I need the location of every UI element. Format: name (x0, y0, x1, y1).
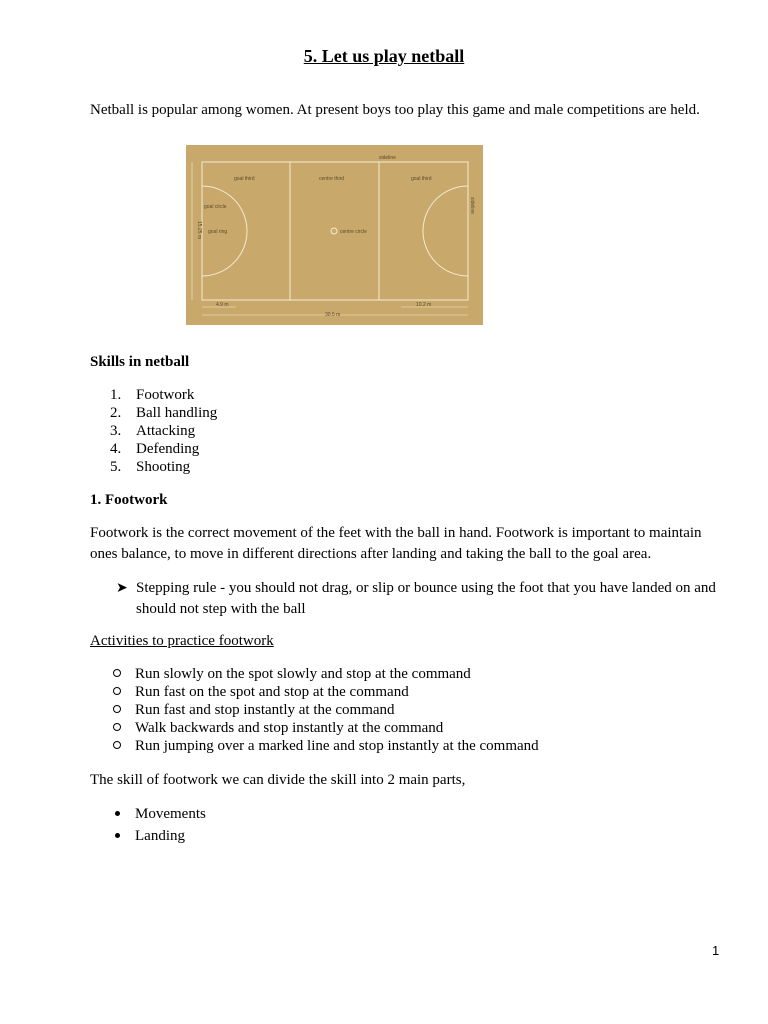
circle-bullet-icon (113, 723, 121, 731)
circle-bullet-icon (113, 669, 121, 677)
footwork-heading: 1. Footwork (90, 492, 168, 508)
circle-bullet-icon (113, 741, 121, 749)
label-left-dim: 4.9 m (216, 302, 229, 308)
page-title: 5. Let us play netball (303, 46, 465, 66)
circle-bullet-icon (113, 687, 121, 695)
label-sideline-top: sideline (379, 155, 396, 161)
parts-list (113, 803, 206, 847)
footwork-paragraph-line2: ones balance, to move in different directions after landing and taking the ball to the goal area. (90, 546, 652, 562)
label-sideline-right: sideline (469, 197, 475, 214)
list-item: Walk backwards and stop instantly at the command (113, 719, 539, 737)
label-right-dim: 10.2 m (416, 302, 432, 308)
activities-heading: Activities to practice footwork (90, 633, 274, 649)
list-item: Landing (113, 825, 206, 847)
label-width-dim: 15.25 m (196, 221, 202, 240)
court-background (186, 145, 483, 325)
footwork-paragraph-line1: Footwork is the correct movement of the feet with the ball in hand. Footwork is important to maintain (90, 525, 702, 541)
activities-list (113, 665, 539, 755)
disc-bullet-icon (115, 811, 120, 816)
skills-list (110, 386, 217, 476)
list-item: 2. Ball handling (110, 405, 218, 421)
label-goal-circle: goal circle (204, 204, 227, 210)
list-item: 4. Defending (110, 441, 200, 457)
skills-heading: Skills in netball (90, 354, 190, 370)
circle-bullet-icon (113, 705, 121, 713)
stepping-rule-text: Stepping rule - you should not drag, or slip or bounce using the foot that you have landed on and should not step with the ball (136, 580, 716, 617)
label-length-dim: 30.5 m (325, 312, 341, 318)
list-item: 3. Attacking (110, 423, 196, 439)
list-item: Movements (113, 803, 206, 825)
list-item: Run fast and stop instantly at the command (113, 701, 539, 719)
list-item: Run fast on the spot and stop at the command (113, 683, 539, 701)
label-goal-ring: goal ring (208, 229, 228, 235)
list-item: 1. Footwork (110, 387, 195, 403)
label-goal-third-right: goal third (411, 176, 432, 182)
list-item: 5. Shooting (110, 459, 191, 475)
list-item: Run slowly on the spot slowly and stop at the command (113, 665, 539, 683)
stepping-rule-item (116, 578, 736, 620)
label-centre-circle: centre circle (340, 229, 367, 235)
arrow-bullet-icon: ➤ (116, 581, 128, 596)
netball-court-diagram (186, 145, 483, 325)
label-centre-third: centre third (319, 176, 345, 182)
disc-bullet-icon (115, 833, 120, 838)
label-goal-third-left: goal third (234, 176, 255, 182)
list-item: Run jumping over a marked line and stop instantly at the command (113, 737, 539, 755)
intro-paragraph: Netball is popular among women. At present boys too play this game and male competitions are held. (90, 102, 700, 118)
page-number: 1 (712, 943, 720, 958)
divide-paragraph: The skill of footwork we can divide the skill into 2 main parts, (90, 772, 466, 788)
